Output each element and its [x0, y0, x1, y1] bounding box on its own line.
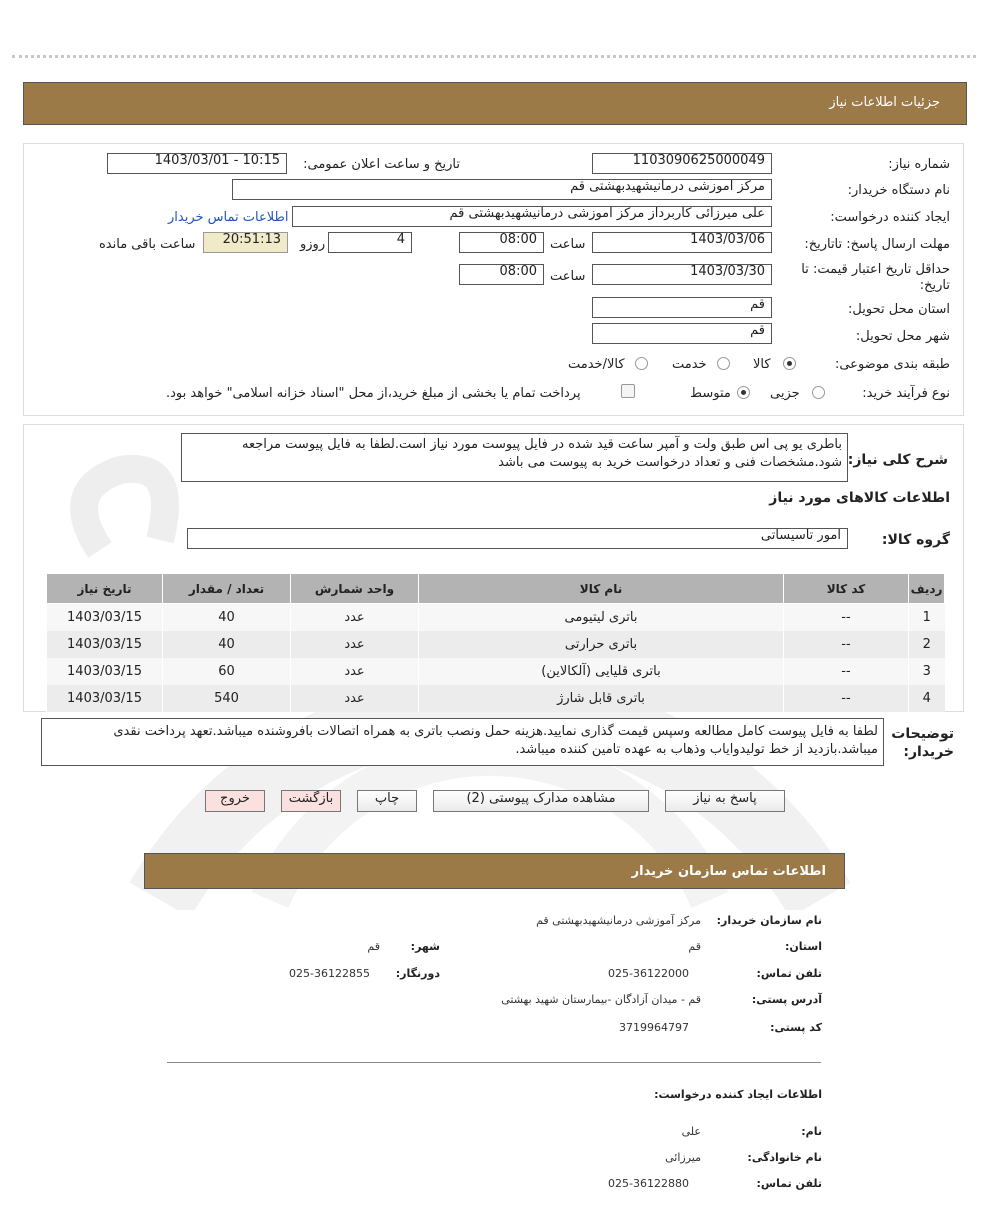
back-button[interactable]: بازگشت — [281, 790, 341, 812]
cell-unit: عدد — [291, 685, 419, 712]
table-row — [47, 604, 945, 632]
cell-unit: عدد — [291, 658, 419, 685]
contact-phone-label: تلفن تماس: — [756, 967, 822, 980]
category-option-goods: کالا — [753, 357, 771, 372]
category-label: طبقه بندی موضوعی: — [834, 357, 950, 372]
contact-org-label: نام سازمان خریدار: — [716, 914, 822, 927]
city-field: قم — [592, 323, 772, 344]
goods-table — [46, 573, 945, 712]
cell-code: -- — [784, 658, 909, 685]
cell-qty: 540 — [163, 685, 291, 712]
treasury-payment-note: پرداخت تمام یا بخشی از مبلغ خرید،از محل "اسناد خزانه اسلامی" خواهد بود. — [166, 386, 581, 401]
contact-postal-label: کد پستی: — [770, 1021, 822, 1034]
col-qty: تعداد / مقدار — [163, 574, 291, 604]
days-label: روزو — [300, 237, 326, 252]
cell-row: 1 — [909, 604, 945, 632]
creator-first-name-value: علی — [681, 1125, 701, 1138]
creator-section-title: اطلاعات ایجاد کننده درخواست: — [654, 1088, 822, 1101]
remaining-time-label: ساعت باقی مانده — [99, 237, 196, 252]
contact-org-value: مرکز آموزشی درمانیشهیدبهشتی قم — [536, 914, 701, 927]
contact-divider — [167, 1062, 821, 1063]
contact-phone-value: 025-36122000 — [608, 967, 689, 980]
province-label: استان محل تحویل: — [848, 302, 950, 317]
exit-button[interactable]: خروج — [205, 790, 265, 812]
col-name: نام کالا — [419, 574, 784, 604]
requester-field: علی میرزائی کاربرداز مرکز آموزشی درمانیشهیدبهشتی قم — [292, 206, 772, 227]
col-code: کد کالا — [784, 574, 909, 604]
province-field: قم — [592, 297, 772, 318]
contact-postal-value: 3719964797 — [619, 1021, 689, 1034]
treasury-payment-checkbox[interactable] — [621, 384, 635, 398]
attachments-button[interactable]: مشاهده مدارک پیوستی (2) — [433, 790, 649, 812]
requester-label: ایجاد کننده درخواست: — [830, 210, 950, 225]
cell-name: باتری قلیایی (آلکالاین) — [419, 658, 784, 685]
goods-table-header — [47, 574, 945, 604]
contact-header-title: اطلاعات تماس سازمان خریدار — [631, 864, 826, 879]
category-radio-goods-service[interactable] — [635, 357, 648, 370]
process-option-medium: متوسط — [690, 386, 731, 401]
cell-date: 1403/03/15 — [47, 658, 163, 685]
cell-row: 4 — [909, 685, 945, 712]
cell-name: باتری قابل شارژ — [419, 685, 784, 712]
summary-label: شرح کلی نیاز: — [847, 452, 948, 468]
creator-last-name-value: میرزائی — [665, 1151, 701, 1164]
contact-fax-value: 025-36122855 — [289, 967, 370, 980]
validity-time-field: 08:00 — [459, 264, 544, 285]
announce-date-label: تاریخ و ساعت اعلان عمومی: — [303, 157, 460, 172]
col-row: ردیف — [909, 574, 945, 604]
col-unit: واحد شمارش — [291, 574, 419, 604]
need-number-label: شماره نیاز: — [888, 157, 950, 172]
col-date: تاریخ نیاز — [47, 574, 163, 604]
buyer-org-label: نام دستگاه خریدار: — [847, 183, 950, 198]
cell-unit: عدد — [291, 604, 419, 632]
cell-qty: 40 — [163, 604, 291, 632]
cell-code: -- — [784, 604, 909, 632]
process-radio-minor[interactable] — [812, 386, 825, 399]
category-option-service: خدمت — [672, 357, 707, 372]
buyer-org-field: مرکز آموزشی درمانیشهیدبهشتی قم — [232, 179, 772, 200]
cell-qty: 40 — [163, 631, 291, 658]
goods-section-title: اطلاعات کالاهای مورد نیاز — [769, 490, 950, 506]
page-header — [23, 82, 967, 125]
table-row — [47, 658, 945, 685]
cell-code: -- — [784, 685, 909, 712]
deadline-date-field: 1403/03/06 — [592, 232, 772, 253]
goods-table-wrapper — [46, 573, 945, 712]
contact-city-value: قم — [367, 940, 380, 953]
announce-date-field: 1403/03/01 - 10:15 — [107, 153, 287, 174]
cell-row: 3 — [909, 658, 945, 685]
days-remaining-field: 4 — [328, 232, 412, 253]
category-option-goods-service: کالا/خدمت — [568, 357, 625, 372]
table-row — [47, 685, 945, 712]
reply-button[interactable]: پاسخ به نیاز — [665, 790, 785, 812]
cell-unit: عدد — [291, 631, 419, 658]
creator-phone-value: 025-36122880 — [608, 1177, 689, 1190]
goods-group-label: گروه کالا: — [881, 532, 950, 548]
category-radio-goods[interactable] — [783, 357, 796, 370]
cell-row: 2 — [909, 631, 945, 658]
remaining-time-field: 20:51:13 — [203, 232, 288, 253]
cell-name: باتری لیتیومی — [419, 604, 784, 632]
category-radio-service[interactable] — [717, 357, 730, 370]
validity-date-field: 1403/03/30 — [592, 264, 772, 285]
table-row — [47, 631, 945, 658]
cell-date: 1403/03/15 — [47, 604, 163, 632]
goods-group-field: امور تاسیساتی — [187, 528, 848, 549]
contact-address-value: قم - میدان آزادگان -بیمارستان شهید بهشتی — [501, 993, 701, 1006]
creator-last-name-label: نام خانوادگی: — [747, 1151, 822, 1164]
process-label: نوع فرآیند خرید: — [862, 386, 950, 401]
contact-header — [144, 853, 845, 889]
top-dotted-divider — [12, 55, 976, 58]
deadline-time-label: ساعت — [550, 237, 586, 252]
deadline-label: مهلت ارسال پاسخ: تاتاریخ: — [804, 237, 950, 252]
city-label: شهر محل تحویل: — [855, 329, 950, 344]
process-option-minor: جزیی — [770, 386, 800, 401]
cell-code: -- — [784, 631, 909, 658]
validity-time-label: ساعت — [550, 269, 586, 284]
creator-phone-label: تلفن تماس: — [756, 1177, 822, 1190]
buyer-contact-link[interactable]: اطلاعات تماس خریدار — [168, 210, 289, 225]
contact-province-label: استان: — [785, 940, 822, 953]
buyer-notes-text: لطفا به فایل پیوست کامل مطالعه وسپس قیمت گذاری نمایید.هزینه حمل ونصب باتری به همراه اتصالات بافروشنده میباشد.تعهد پرداخت نقدی میباشد.بازدید از خط تولیدوایاب وذهاب به عهده تامین کننده میباشد. — [41, 718, 884, 766]
contact-address-label: آدرس پستی: — [751, 993, 822, 1006]
validity-label: حداقل تاریخ اعتبار قیمت: تا تاریخ: — [801, 262, 950, 293]
print-button[interactable]: چاپ — [357, 790, 417, 812]
contact-city-label: شهر: — [410, 940, 440, 953]
cell-qty: 60 — [163, 658, 291, 685]
cell-date: 1403/03/15 — [47, 685, 163, 712]
buyer-notes-label: توضیحات خریدار: — [891, 726, 954, 760]
deadline-time-field: 08:00 — [459, 232, 544, 253]
creator-first-name-label: نام: — [801, 1125, 822, 1138]
need-number-field: 1103090625000049 — [592, 153, 772, 174]
page-title: جزئیات اطلاعات نیاز — [829, 95, 940, 110]
summary-text: باطری یو پی اس طبق ولت و آمپر ساعت قید شده در فایل پیوست مورد نیاز است.لطفا به فایل پیوست مراجعه شود.مشخصات فنی و تعداد درخواست خرید به پیوست می باشد — [181, 433, 848, 482]
process-radio-medium[interactable] — [737, 386, 750, 399]
cell-name: باتری حرارتی — [419, 631, 784, 658]
contact-fax-label: دورنگار: — [395, 967, 440, 980]
contact-province-value: قم — [688, 940, 701, 953]
cell-date: 1403/03/15 — [47, 631, 163, 658]
